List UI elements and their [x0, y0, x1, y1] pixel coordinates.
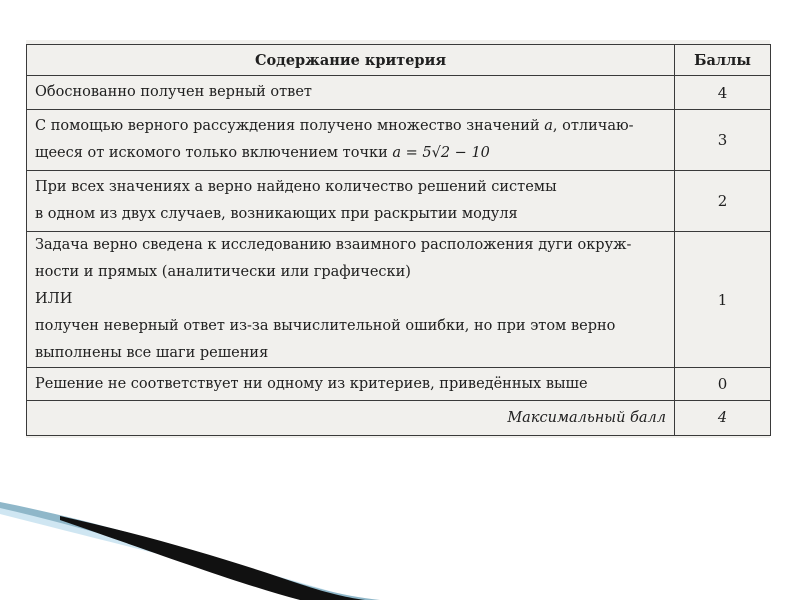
criterion-line: При всех значениях a верно найдено количество решений системы — [35, 179, 557, 195]
table-row — [27, 232, 771, 368]
criterion-line: Задача верно сведена к исследованию взаимного расположения дуги окруж- — [35, 237, 632, 253]
header-criterion: Содержание критерия — [27, 45, 675, 76]
criterion-line: в одном из двух случаев, возникающих при раскрытии модуля — [35, 206, 518, 222]
criterion-line: ности и прямых (аналитически или графически) — [35, 264, 411, 280]
criteria-table — [26, 44, 771, 436]
criterion-line: ИЛИ — [35, 291, 73, 307]
table-row — [27, 110, 771, 171]
decorative-swoosh — [0, 498, 800, 600]
table-row — [27, 76, 771, 110]
criterion-line: выполнены все шаги решения — [35, 345, 269, 361]
max-score-row — [27, 401, 771, 436]
criterion-line: получен неверный ответ из-за вычислительной ошибки, но при этом верно — [35, 318, 616, 334]
criterion-line — [35, 113, 666, 140]
table-row — [27, 368, 771, 401]
criterion-cell — [27, 171, 675, 232]
header-row — [27, 45, 771, 76]
criterion-text: щееся от искомого только включением точки — [35, 145, 393, 161]
criterion-text: , отличаю- — [552, 118, 634, 134]
swoosh-dark — [60, 516, 365, 600]
criterion-text: С помощью верного рассуждения получено множество значений — [35, 118, 545, 134]
score-cell: 1 — [675, 232, 771, 368]
criterion-cell — [27, 76, 675, 110]
criterion-cell — [27, 110, 675, 171]
score-cell: 2 — [675, 171, 771, 232]
table-row — [27, 171, 771, 232]
header-score: Баллы — [675, 45, 771, 76]
criterion-cell — [27, 232, 675, 368]
formula: a = 5√2 − 10 — [392, 145, 490, 161]
max-score-value: 4 — [675, 401, 771, 436]
criterion-line: Обоснованно получен верный ответ — [35, 84, 312, 100]
score-cell: 0 — [675, 368, 771, 401]
criterion-line — [35, 140, 666, 167]
variable-a: a — [544, 118, 553, 134]
score-cell: 3 — [675, 110, 771, 171]
score-cell: 4 — [675, 76, 771, 110]
max-score-label: Максимальный балл — [27, 401, 675, 436]
criterion-cell — [27, 368, 675, 401]
criterion-line: Решение не соответствует ни одному из критериев, приведённых выше — [35, 375, 588, 392]
